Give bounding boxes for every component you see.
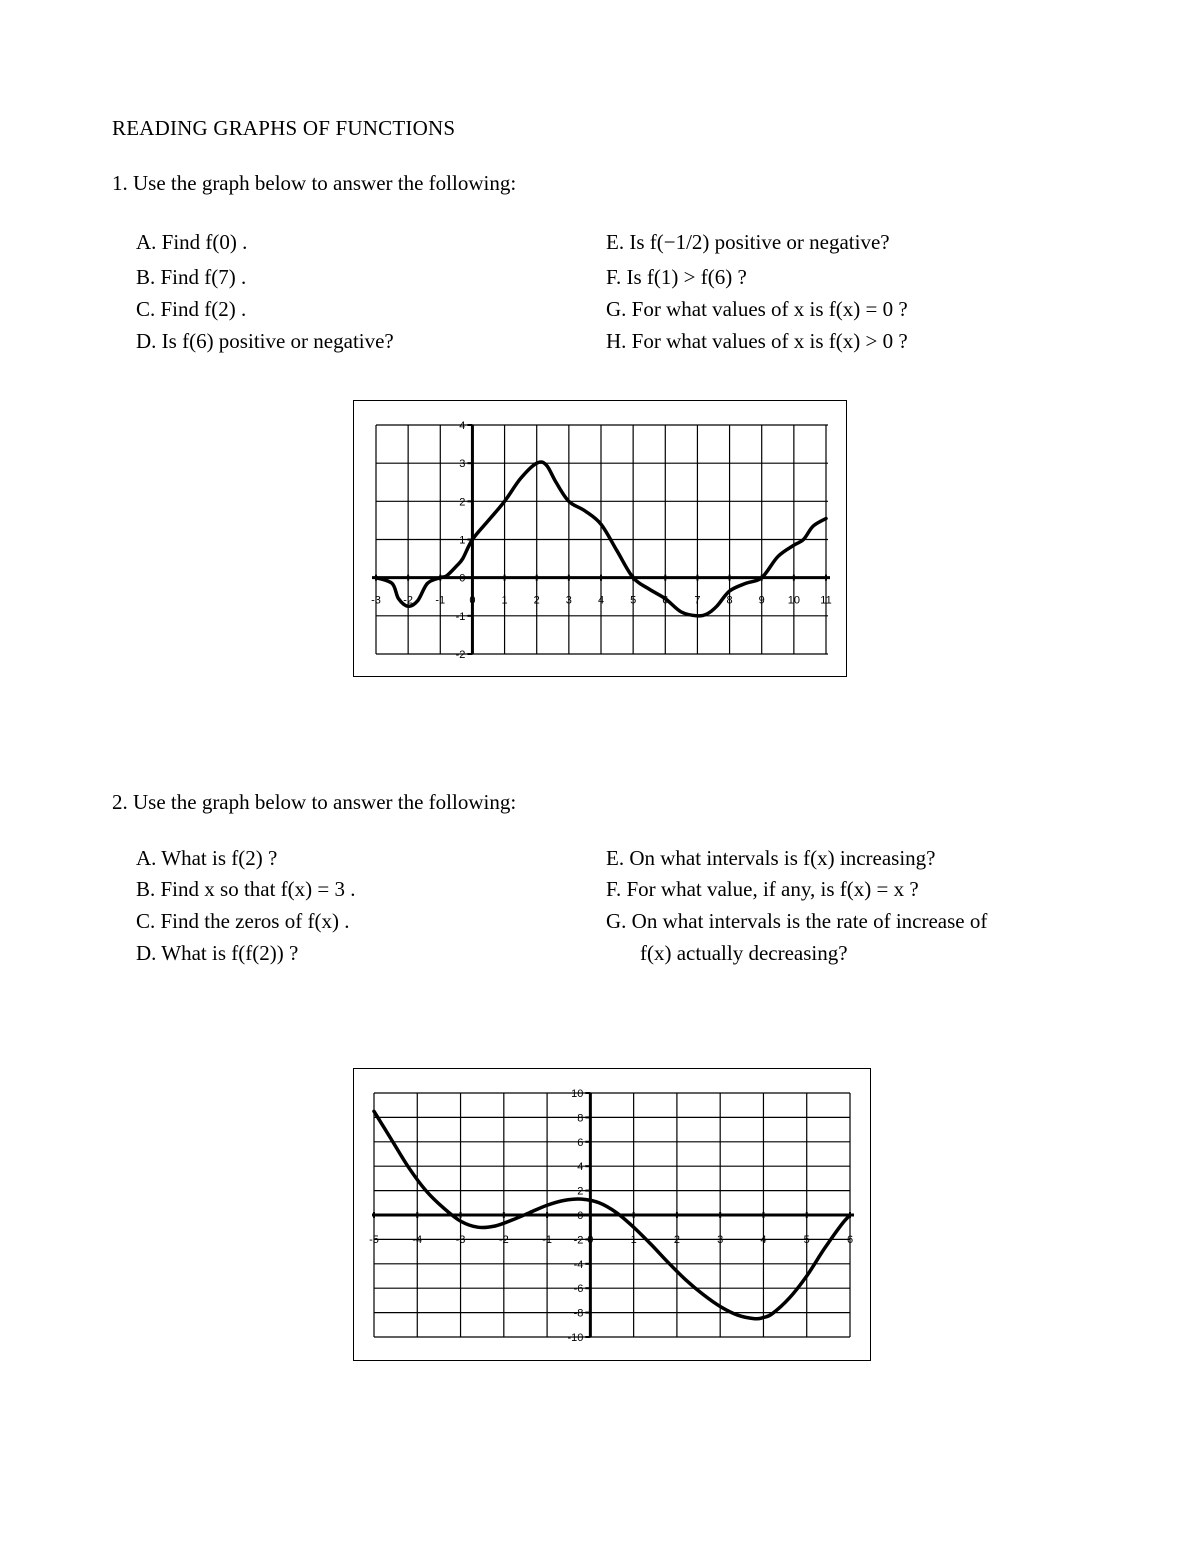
- x-tick-label: -3: [371, 594, 381, 607]
- x-tick-label: 6: [662, 594, 669, 607]
- x-tick-label: 0: [587, 1234, 594, 1246]
- x-tick-label: 4: [760, 1234, 767, 1246]
- q1-item-e: E. Is f(−1/2) positive or negative?: [606, 230, 890, 254]
- graph-1-frame: [353, 400, 847, 677]
- x-tick-label: 2: [533, 594, 540, 607]
- x-tick-label: 4: [597, 594, 605, 607]
- q2-prompt: 2. Use the graph below to answer the following:: [112, 790, 517, 814]
- x-tick-label: -2: [498, 1234, 509, 1246]
- q1-item-a: A. Find f(0) .: [136, 230, 248, 254]
- graph-2-frame: [353, 1068, 871, 1361]
- y-tick-label: -1: [455, 610, 466, 623]
- q2-item-e: E. On what intervals is f(x) increasing?: [606, 846, 936, 870]
- y-tick-label: 0: [459, 572, 466, 585]
- q2-item-a: A. What is f(2) ?: [136, 846, 278, 870]
- x-tick-label: 6: [846, 1234, 854, 1246]
- x-tick-label: 9: [758, 594, 765, 607]
- q1-item-c: C. Find f(2) .: [136, 297, 247, 321]
- q2-item-g: G. On what intervals is the rate of increase of: [606, 909, 988, 933]
- y-tick-label: -10: [567, 1332, 584, 1344]
- x-tick-label: 3: [565, 594, 572, 607]
- x-tick-label: 2: [673, 1234, 680, 1246]
- page-title: READING GRAPHS OF FUNCTIONS: [112, 116, 456, 140]
- y-tick-label: -2: [455, 649, 466, 661]
- y-tick-label: -2: [573, 1234, 584, 1247]
- q1-item-f: F. Is f(1) > f(6) ?: [606, 265, 747, 289]
- q1-item-b: B. Find f(7) .: [136, 265, 247, 289]
- graph-2: [354, 1069, 870, 1360]
- y-tick-label: 3: [459, 458, 466, 471]
- y-tick-label: 4: [577, 1161, 584, 1174]
- q1-prompt: 1. Use the graph below to answer the following:: [112, 171, 517, 195]
- x-tick-label: 8: [726, 594, 733, 607]
- x-tick-label: 10: [787, 594, 800, 607]
- y-tick-label: 6: [577, 1136, 584, 1149]
- y-tick-label: 1: [459, 534, 466, 547]
- x-tick-label: -5: [369, 1234, 379, 1246]
- x-tick-label: 11: [820, 594, 832, 607]
- y-tick-label: 10: [571, 1088, 584, 1100]
- x-tick-label: -4: [412, 1234, 423, 1246]
- x-tick-label: 3: [717, 1234, 724, 1246]
- q2-item-b: B. Find x so that f(x) = 3 .: [136, 877, 356, 901]
- q2-item-d: D. What is f(f(2)) ?: [136, 941, 299, 965]
- q1-item-h: H. For what values of x is f(x) > 0 ?: [606, 329, 908, 353]
- x-tick-label: -1: [542, 1234, 552, 1246]
- x-tick-label: -3: [455, 1234, 466, 1246]
- y-tick-label: 8: [577, 1112, 584, 1125]
- q2-item-f: F. For what value, if any, is f(x) = x ?: [606, 877, 919, 901]
- y-tick-label: 2: [459, 496, 466, 509]
- y-tick-label: -6: [573, 1283, 584, 1296]
- x-tick-label: 7: [694, 594, 701, 607]
- x-tick-label: 1: [501, 594, 508, 607]
- x-tick-label: 5: [630, 594, 637, 607]
- x-tick-label: 1: [630, 1234, 637, 1246]
- y-tick-label: 2: [577, 1185, 584, 1198]
- q1-item-d: D. Is f(6) positive or negative?: [136, 329, 394, 353]
- y-tick-label: 0: [577, 1210, 584, 1222]
- q2-item-c: C. Find the zeros of f(x) .: [136, 909, 350, 933]
- x-tick-label: -2: [403, 594, 414, 607]
- y-tick-label: -4: [573, 1258, 584, 1271]
- x-tick-label: 5: [803, 1234, 810, 1246]
- q1-item-g: G. For what values of x is f(x) = 0 ?: [606, 297, 908, 321]
- x-tick-label: 0: [469, 594, 476, 607]
- y-tick-label: -8: [573, 1307, 584, 1320]
- y-tick-label: 4: [459, 420, 466, 432]
- graph-1: [354, 401, 846, 676]
- x-tick-label: -1: [435, 594, 446, 607]
- q2-item-g-cont: f(x) actually decreasing?: [640, 941, 848, 965]
